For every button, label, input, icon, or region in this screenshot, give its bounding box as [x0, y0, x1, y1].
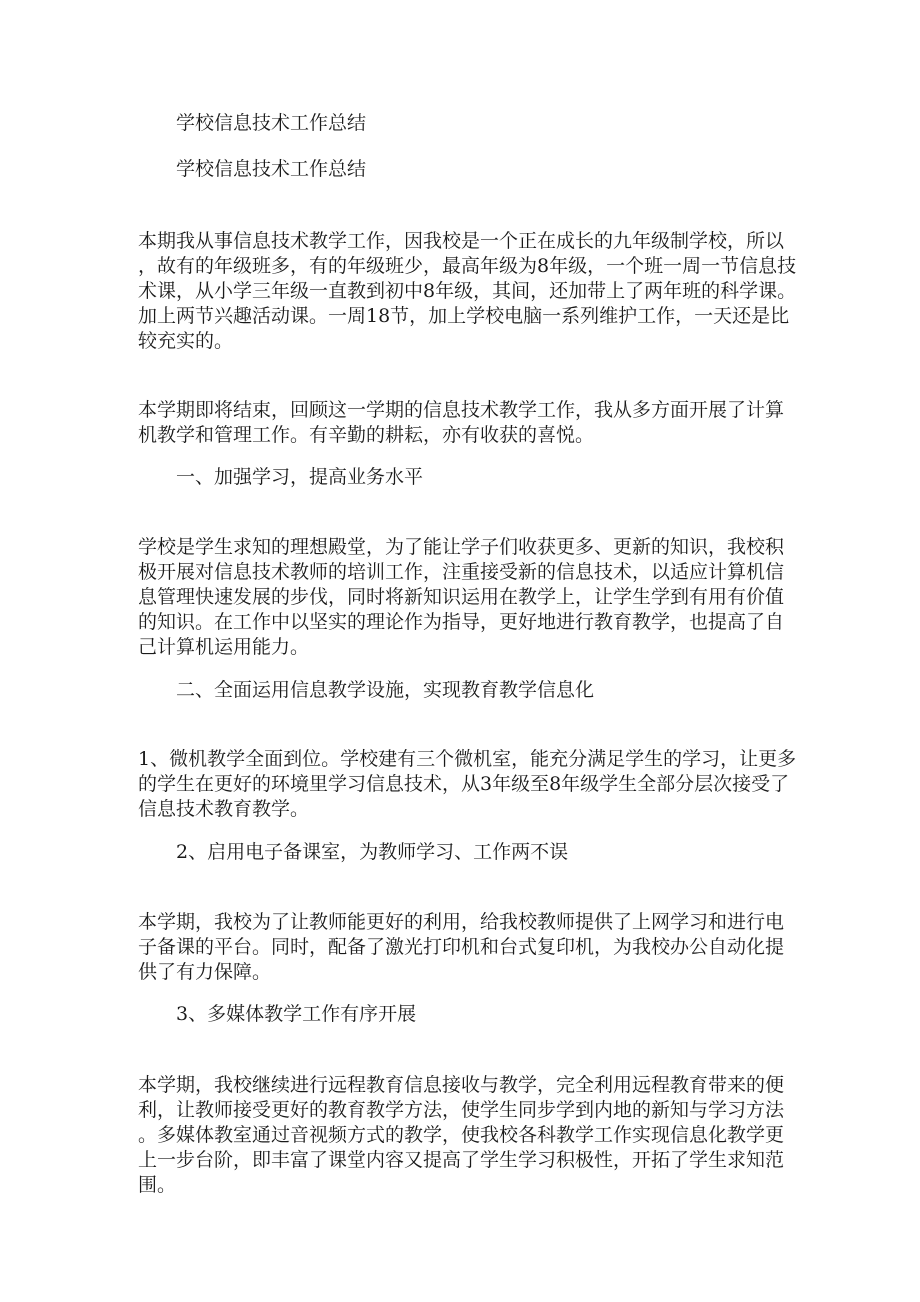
paragraph-line: 本期我从事信息技术教学工作，因我校是一个正在成长的九年级制学校，所以 — [138, 230, 785, 252]
paragraph-line: 己计算机运用能力。 — [138, 636, 310, 658]
section-heading-4: 3、多媒体教学工作有序开展 — [176, 1003, 417, 1025]
paragraph-line: 子备课的平台。同时，配备了激光打印机和台式复印机，为我校办公自动化提 — [138, 936, 785, 958]
paragraph-line: 机教学和管理工作。有辛勤的耕耘，亦有收获的喜悦。 — [138, 424, 595, 446]
paragraph-line: 信息技术教育教学。 — [138, 798, 310, 820]
paragraph-line: 围。 — [138, 1174, 177, 1196]
paragraph-line: 本学期，我校继续进行远程教育信息接收与教学，完全利用远程教育带来的便 — [138, 1074, 785, 1096]
document-subtitle: 学校信息技术工作总结 — [176, 158, 367, 180]
paragraph-line: 。多媒体教室通过音视频方式的教学，使我校各科教学工作实现信息化教学更 — [138, 1124, 785, 1146]
section-heading-1: 一、加强学习，提高业务水平 — [176, 466, 424, 488]
document-title: 学校信息技术工作总结 — [176, 112, 367, 134]
paragraph-line: 息管理快速发展的步伐，同时将新知识运用在教学上，让学生学到有用有价值 — [138, 586, 785, 608]
paragraph-line: 上一步台阶，即丰富了课堂内容又提高了学生学习积极性，开拓了学生求知范 — [138, 1149, 785, 1171]
paragraph-line: 较充实的。 — [138, 330, 234, 352]
paragraph-line: 本学期即将结束，回顾这一学期的信息技术教学工作，我从多方面开展了计算 — [138, 399, 785, 421]
paragraph-line: 1、微机教学全面到位。学校建有三个微机室，能充分满足学生的学习，让更多 — [138, 748, 797, 770]
paragraph-line: 的学生在更好的环境里学习信息技术，从3年级至8年级学生全部分层次接受了 — [138, 773, 790, 795]
section-heading-2: 二、全面运用信息教学设施，实现教育教学信息化 — [176, 679, 595, 701]
paragraph-line: 的知识。在工作中以坚实的理论作为指导，更好地进行教育教学，也提高了自 — [138, 611, 785, 633]
paragraph-line: 极开展对信息技术教师的培训工作，注重接受新的信息技术，以适应计算机信 — [138, 561, 785, 583]
paragraph-line: 供了有力保障。 — [138, 961, 272, 983]
paragraph-line: 学校是学生求知的理想殿堂，为了能让学子们收获更多、更新的知识，我校积 — [138, 536, 785, 558]
paragraph-line: ，故有的年级班多，有的年级班少，最高年级为8年级，一个班一周一节信息技 — [138, 255, 797, 277]
paragraph-line: 利，让教师接受更好的教育教学方法，使学生同步学到内地的新知与学习方法 — [138, 1099, 785, 1121]
paragraph-line: 术课，从小学三年级一直教到初中8年级，其间，还加带上了两年班的科学课。 — [138, 280, 797, 302]
section-heading-3: 2、启用电子备课室，为教师学习、工作两不误 — [176, 841, 569, 863]
paragraph-line: 本学期，我校为了让教师能更好的利用，给我校教师提供了上网学习和进行电 — [138, 911, 785, 933]
paragraph-line: 加上两节兴趣活动课。一周18节，加上学校电脑一系列维护工作，一天还是比 — [138, 305, 790, 327]
